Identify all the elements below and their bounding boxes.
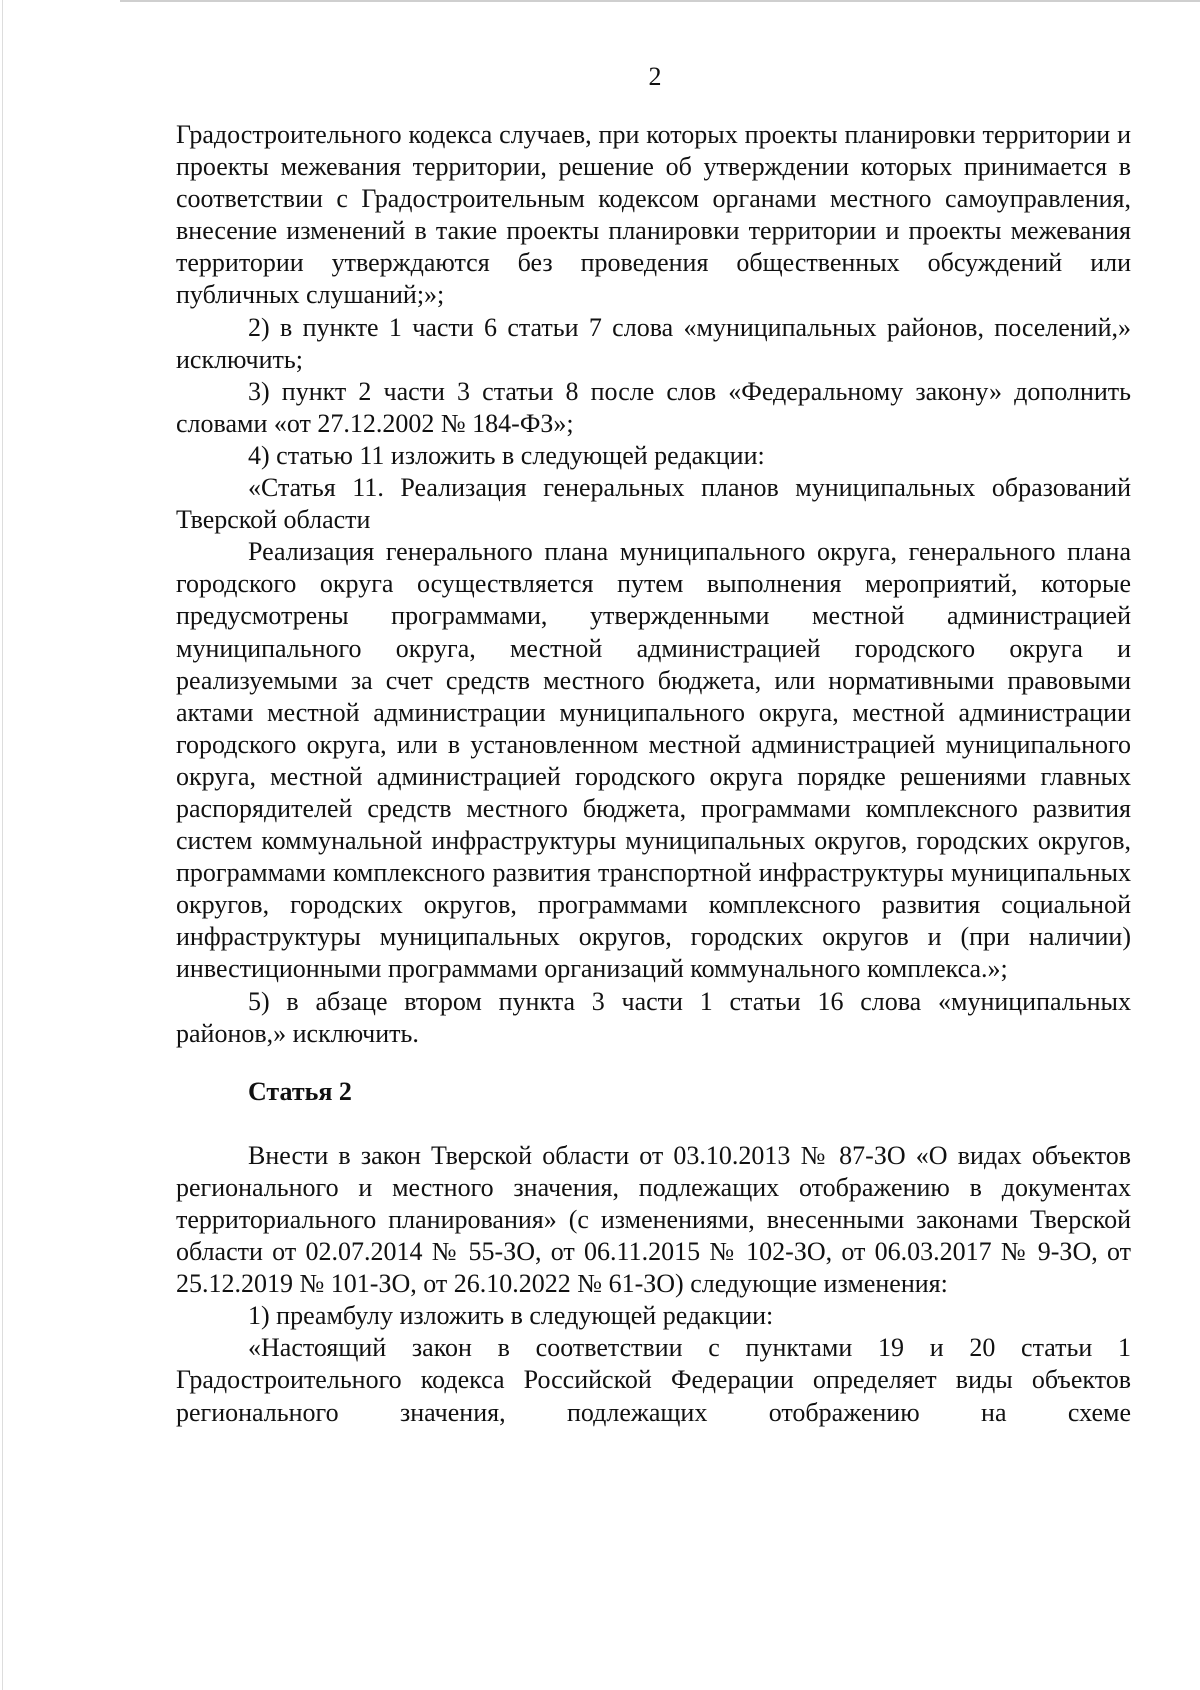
article-2-item-1: 1) преамбулу изложить в следующей редакции: [248, 1301, 774, 1331]
paragraph-item-5: 5) в абзаце втором пункта 3 части 1 статьи 16 слова «муниципальных районов,» исключить. [176, 986, 1131, 1048]
paragraph-item-2: 2) в пункте 1 части 6 статьи 7 слова «муниципальных районов, поселений,» исключить; [176, 312, 1131, 374]
article-11-title: «Статья 11. Реализация генеральных планов муниципальных образований Тверской области [176, 473, 1131, 535]
scan-edge-top [120, 0, 1200, 2]
article-11-text: Реализация генерального плана муниципального округа, генерального плана городского округа осуществляется путем выполнения мероприятий, которые предусмотрены программами, утвержденными местной администрацией муниципального округа, местной администрацией городского округа и реализуемыми за счет средств местного бюджета, или нормативными правовыми актами местной администрации муниципального округа, местной администрации городского округа, или в установленном местной администрацией муниципального округа, местной администрацией городского округа порядке решениями главных распорядителей средств местного бюджета, программами комплексного развития систем коммунальной инфраструктуры муниципальных округов, городских округов, программами комплексного развития транспортной инфраструктуры муниципальных округов, городских округов, программами комплексного развития социальной инфраструктуры муниципальных округов, городских округов и (при наличии) инвестиционными программами организаций коммунального комплекса.»; [176, 537, 1131, 984]
document-body [176, 119, 1131, 1429]
preamble-text: «Настоящий закон в соответствии с пунктами 19 и 20 статьи 1 Градостроительного кодекса Российской Федерации определяет виды объектов регионального значения, подлежащих отображению на схеме [176, 1333, 1131, 1427]
scan-edge-left [2, 0, 3, 1690]
paragraph-item-3: 3) пункт 2 части 3 статьи 8 после слов «Федеральному закону» дополнить словами «от 27.12.2002 № 184-ФЗ»; [176, 376, 1131, 438]
paragraph-item-4: 4) статью 11 изложить в следующей редакции: [248, 440, 765, 470]
article-2-heading: Статья 2 [248, 1076, 352, 1106]
page-number: 2 [648, 62, 662, 91]
paragraph-continuation: Градостроительного кодекса случаев, при которых проекты планировки территории и проекты межевания территории, решение об утверждении которых принимается в соответствии с Градостроительным кодексом органами местного самоуправления, внесение изменений в такие проекты планировки территории и проекты межевания территории утверждаются без проведения общественных обсуждений или публичных слушаний;»; [176, 120, 1131, 310]
article-2-intro: Внести в закон Тверской области от 03.10.2013 № 87-ЗО «О видах объектов регионального и местного значения, подлежащих отображению в документах территориального планирования» (с изменениями, внесенными законами Тверской области от 02.07.2014 № 55-ЗО, от 06.11.2015 № 102-ЗО, от 06.03.2017 № 9-ЗО, от 25.12.2019 № 101-ЗО, от 26.10.2022 № 61-ЗО) следующие изменения: [176, 1140, 1131, 1299]
